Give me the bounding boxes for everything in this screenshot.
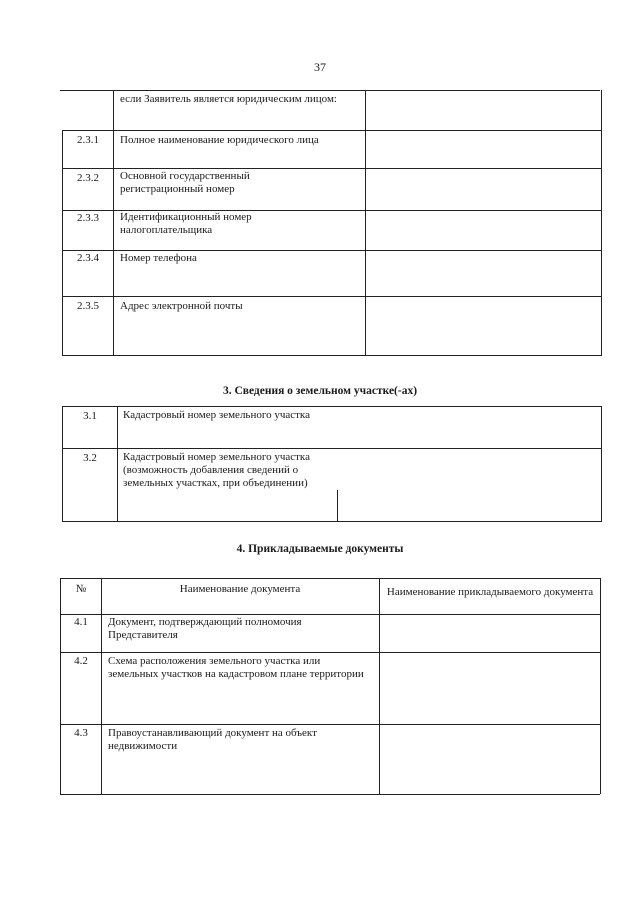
table-border: [62, 355, 602, 356]
row-label: Идентификационный номер налогоплательщика: [120, 211, 252, 236]
column-header-number: №: [75, 583, 87, 595]
row-label: Схема расположения земельного участка или земельных участков на кадастровом плане территории: [108, 655, 364, 680]
table-border: [337, 490, 338, 521]
table-border: [113, 90, 114, 355]
table-border: [62, 296, 602, 297]
page-number: 37: [314, 60, 326, 74]
table-border: [365, 90, 366, 355]
table-border: [60, 794, 600, 795]
row-number: 2.3.2: [77, 172, 99, 184]
intro-text: если Заявитель является юридическим лицом:: [120, 93, 337, 105]
column-header-attached-document: Наименование прикладываемого документа: [386, 586, 594, 598]
row-label: Полное наименование юридического лица: [120, 134, 319, 146]
table-border: [62, 130, 602, 131]
column-header-document-name: Наименование документа: [179, 583, 301, 595]
row-label: Кадастровый номер земельного участка: [123, 409, 310, 421]
table-border: [62, 168, 602, 169]
row-label: Правоустанавливающий документ на объект недвижимости: [108, 727, 317, 752]
row-number: 3.2: [83, 452, 97, 464]
row-number: 2.3.1: [77, 134, 99, 146]
row-label: Основной государственный регистрационный номер: [120, 170, 250, 195]
table-border: [379, 578, 380, 794]
row-number: 3.1: [83, 410, 97, 422]
table-border: [117, 406, 118, 521]
table-border: [62, 406, 602, 407]
table-border: [101, 578, 102, 794]
table-border: [62, 250, 602, 251]
table-border: [62, 521, 602, 522]
table-border: [62, 448, 602, 449]
table-border: [62, 406, 63, 521]
table-border: [60, 578, 600, 579]
table-border: [60, 90, 600, 91]
table-border: [600, 578, 601, 794]
row-label: Номер телефона: [120, 252, 197, 264]
table-border: [60, 614, 600, 615]
row-number: 2.3.4: [77, 252, 99, 264]
table-border: [601, 90, 602, 355]
section-title: 4. Прикладываемые документы: [236, 543, 404, 555]
row-number: 2.3.3: [77, 212, 99, 224]
row-number: 4.3: [74, 727, 88, 739]
row-number: 4.1: [74, 616, 88, 628]
table-border: [60, 724, 600, 725]
section-title: 3. Сведения о земельном участке(-ах): [222, 385, 418, 397]
row-label: Документ, подтверждающий полномочия Представителя: [108, 616, 302, 641]
table-border: [60, 578, 61, 794]
row-label: Адрес электронной почты: [120, 300, 243, 312]
row-number: 4.2: [74, 655, 88, 667]
row-label: Кадастровый номер земельного участка (возможность добавления сведений о земельных участках, при объединении): [123, 451, 310, 489]
table-border: [60, 652, 600, 653]
row-number: 2.3.5: [77, 300, 99, 312]
table-border: [601, 406, 602, 521]
table-border: [62, 130, 63, 355]
